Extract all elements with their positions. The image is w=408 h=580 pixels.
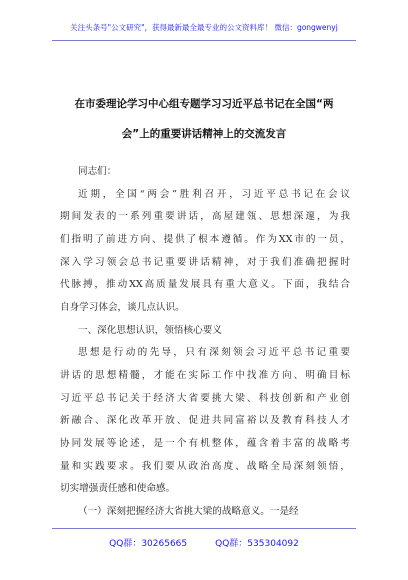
paragraph-line: 切实增强责任感和使命感。	[60, 483, 176, 494]
paragraph-line: 深入学习领会总书记重要讲话精神，对于我们准确把握时	[60, 257, 350, 268]
paragraph-line: 自身学习体会，谈几点认识。	[60, 302, 185, 313]
paragraph-line: 协同发展等论述，是一个有机整体，蕴含着丰富的战略考	[60, 438, 350, 449]
header-notice: 关注头条号"公文研究"，获得最新最全最专业的公文资料库！ 微信：gongwenyj	[70, 23, 338, 32]
footer-qq-group-1: QQ群：30265665	[109, 539, 188, 549]
paragraph-line: 新融合、深化改革开放、促进共同富裕以及教育科技人才	[60, 415, 350, 426]
paragraph-line: 代脉搏，推动XX高质量发展具有重大意义。下面，我结合	[60, 279, 350, 290]
paragraph-line: 近期，全国“两会”胜利召开，习近平总书记在会议	[78, 189, 350, 200]
paragraph-line: 思想是行动的先导，只有深刻领会习近平总书记重要	[78, 347, 350, 358]
paragraph-line: 习近平总书记关于经济大省要挑大梁、科技创新和产业创	[60, 393, 350, 404]
paragraph-line: 讲话的思想精髓，才能在实际工作中找准方向、明确目标	[60, 370, 350, 381]
footer	[0, 536, 408, 549]
document-title-line-2: 会”上的重要讲话精神上的交流发言	[121, 128, 287, 140]
salutation: 同志们：	[78, 166, 117, 177]
section-heading: 一、深化思想认识，领悟核心要义	[78, 325, 222, 336]
paragraph-line: 们指明了前进方向、提供了根本遵循。作为XX市的一员，	[60, 234, 350, 245]
paragraph-line: 量和实践要求。我们要从政治高度、战略全局深刻领悟，	[60, 461, 350, 472]
paragraph-line: 期间发表的一系列重要讲话，高屋建瓴、思想深邃，为我	[60, 211, 350, 222]
subsection-heading: （一）深刻把握经济大省挑大梁的战略意义。一是经	[78, 506, 299, 517]
document-title-line-1: 在市委理论学习中心组专题学习习近平总书记在全国“两	[74, 98, 334, 110]
footer-divider	[52, 528, 356, 529]
header-divider	[52, 40, 356, 41]
footer-qq-group-2: QQ群：535304092	[215, 539, 299, 549]
